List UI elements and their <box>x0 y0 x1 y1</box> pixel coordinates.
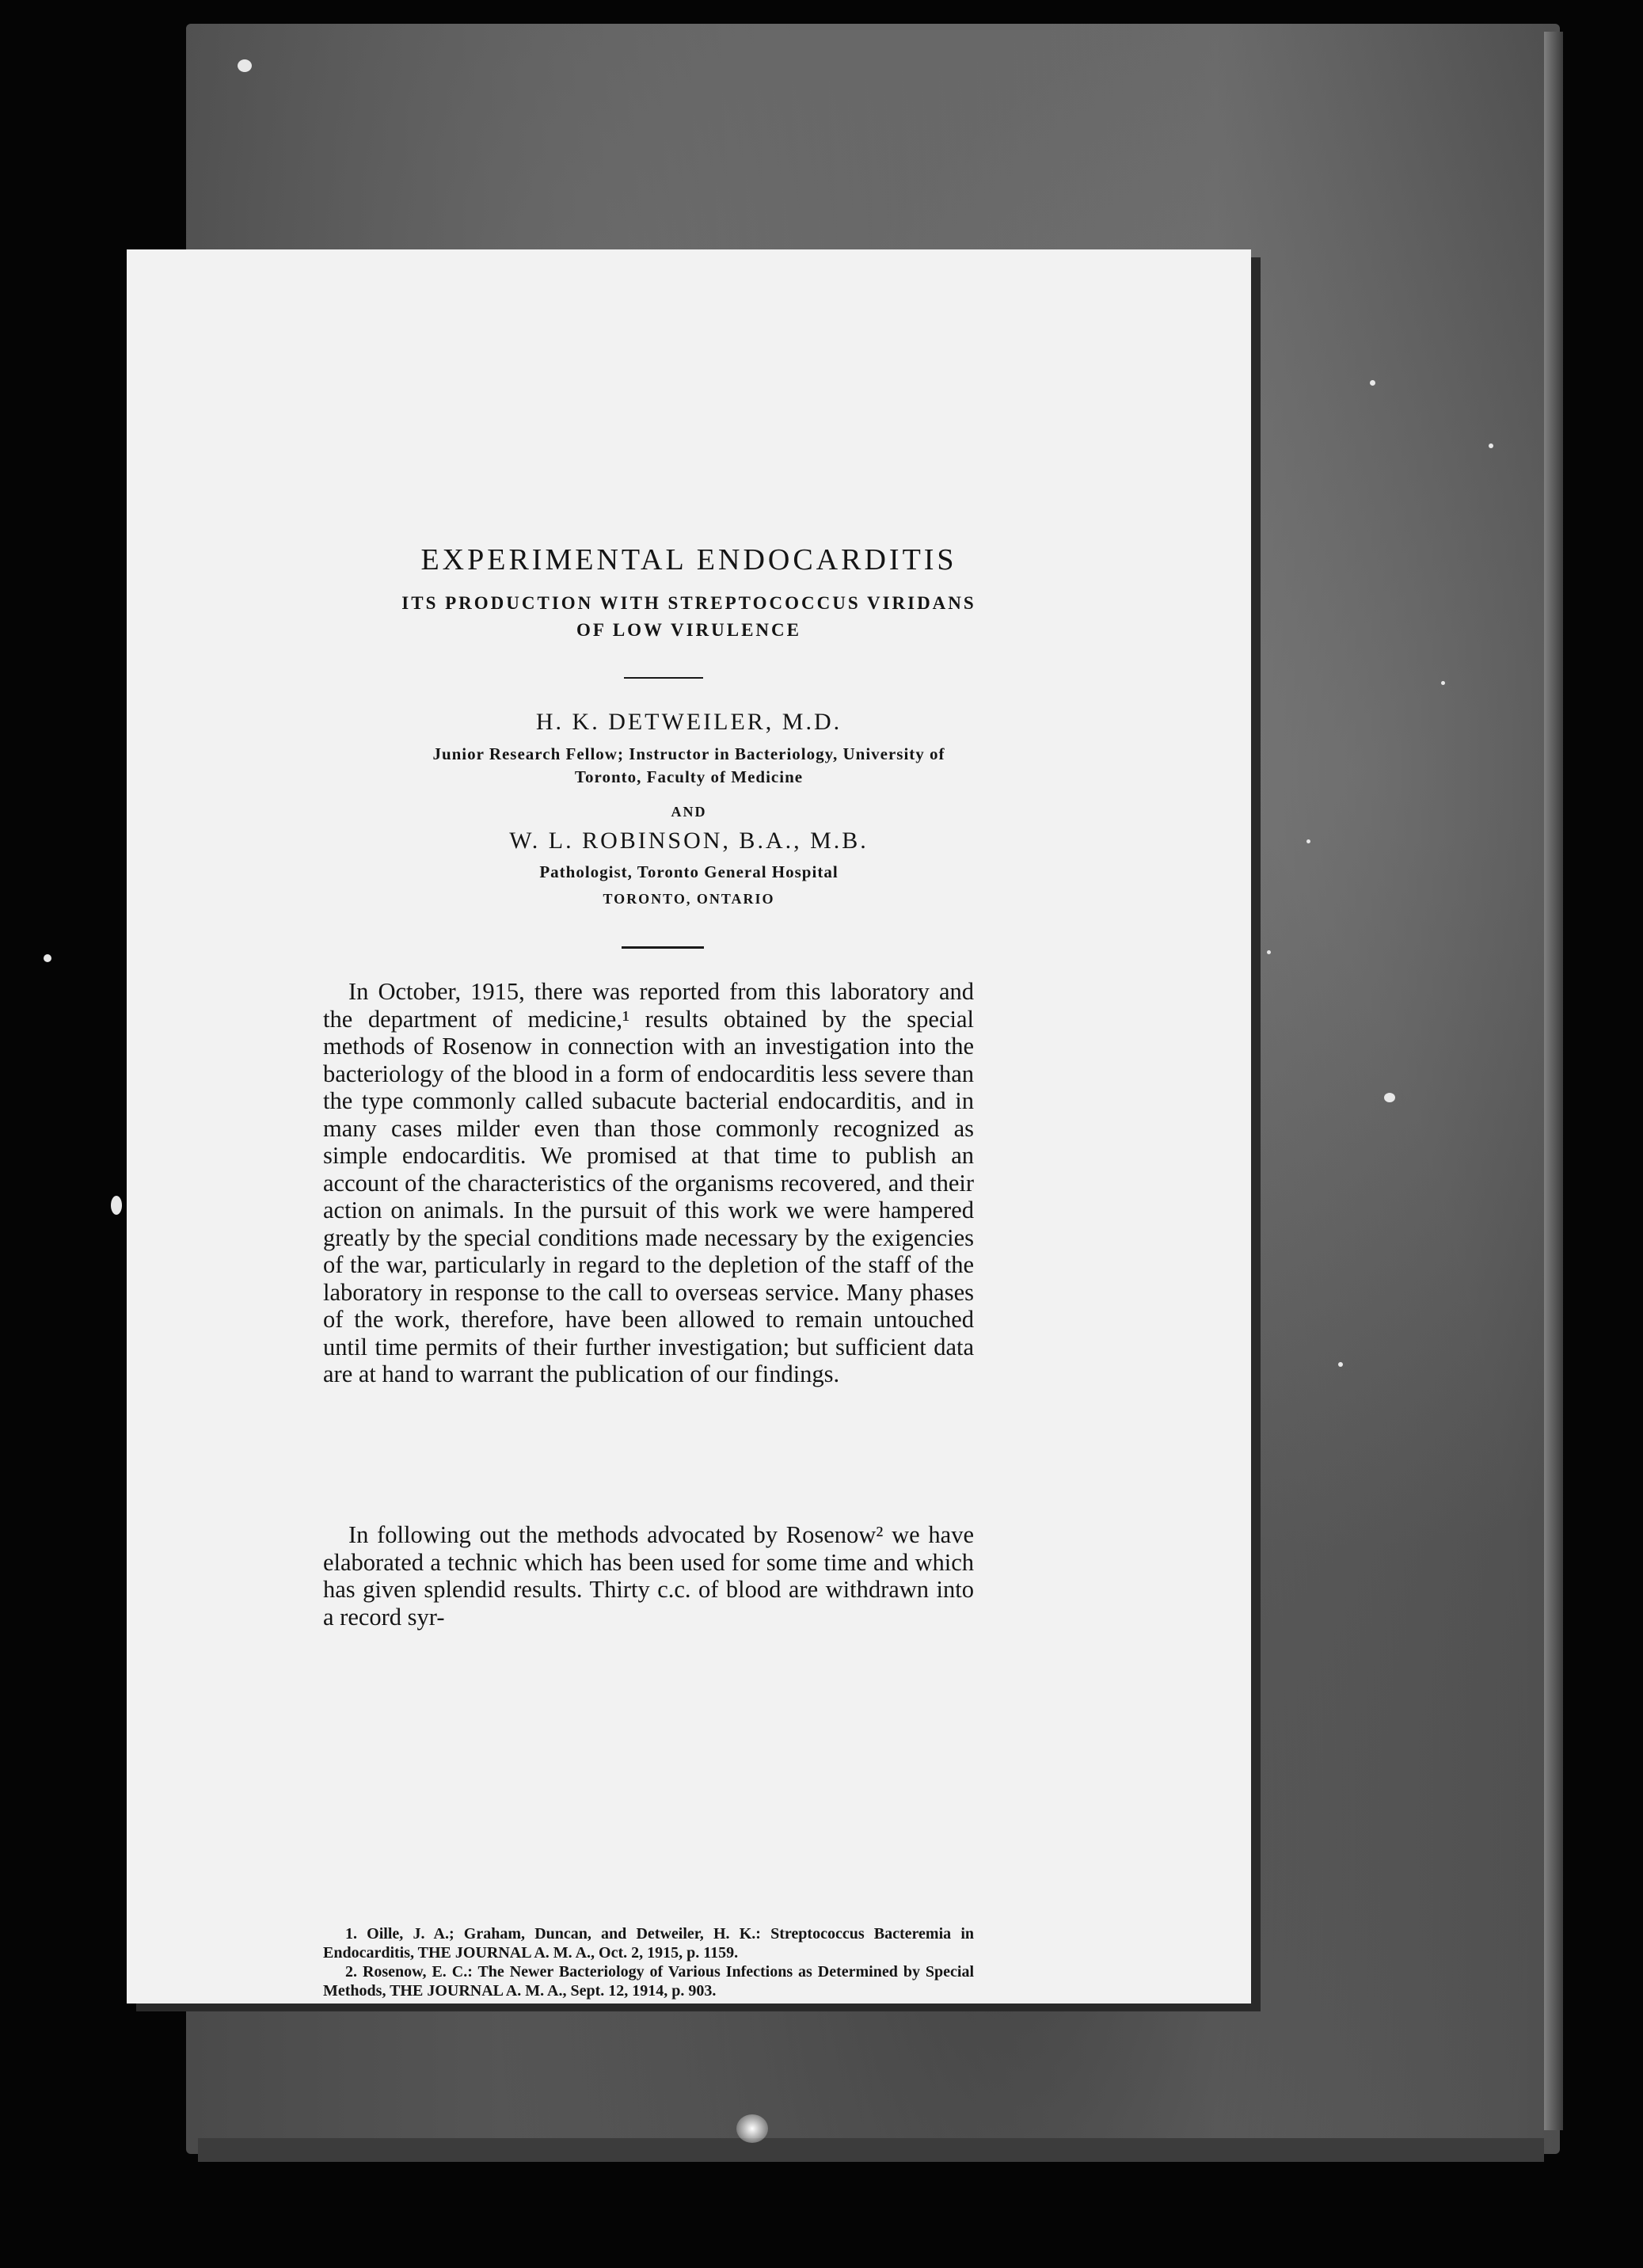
author-location: TORONTO, ONTARIO <box>603 891 775 907</box>
author-name: H. K. DETWEILER, M.D. <box>535 709 842 735</box>
dust-speck <box>1306 839 1310 843</box>
article-subtitle <box>127 590 1251 644</box>
footnote: 1. Oille, J. A.; Graham, Duncan, and Detweiler, H. K.: Streptococcus Bacteremia in Endocarditis, THE JOURNAL A. M. A., Oct. 2, 1915, p. 1159. <box>323 1925 974 1962</box>
author-affiliation <box>127 743 1251 789</box>
divider-rule <box>622 946 704 949</box>
printed-page <box>127 249 1251 2004</box>
dust-speck <box>1338 1362 1343 1367</box>
divider-rule <box>624 677 703 679</box>
affiliation-line: Junior Research Fellow; Instructor in Bacteriology, University of <box>432 744 945 763</box>
mount-bottom-edge <box>198 2138 1544 2162</box>
dust-speck <box>736 2114 768 2143</box>
body-paragraph: In October, 1915, there was reported from this laboratory and the department of medicine,¹ results obtained by the special methods of Rosenow in connection with an investigation into the bacteriology of the blood in a form of endocarditis less severe than the type commonly called subacute bacterial endocarditis, and in many cases milder even than those commonly recognized as simple endocarditis. We promised at that time to publish an account of the characteristics of the organisms recovered, and their action on animals. In the pursuit of this work we were hampered greatly by the special conditions made necessary by the exigencies of the war, particularly in regard to the depletion of the staff of the laboratory in response to the call to overseas service. Many phases of the work, therefore, have been allowed to remain untouched until time permits of their further investigation; but sufficient data are at hand to warrant the publication of our findings. <box>323 978 974 1387</box>
dust-speck <box>1370 380 1375 386</box>
dust-speck <box>1441 681 1445 685</box>
footnotes <box>323 1924 974 2000</box>
subtitle-line: ITS PRODUCTION WITH STREPTOCOCCUS VIRIDANS <box>401 593 976 613</box>
body-paragraph: In following out the methods advocated by Rosenow² we have elaborated a technic which has been used for some time and which has given splendid results. Thirty c.c. of blood are withdrawn into a record syr- <box>323 1521 974 1631</box>
author-affiliation: Pathologist, Toronto General Hospital <box>539 862 839 881</box>
subtitle-line: OF LOW VIRULENCE <box>576 620 801 640</box>
dust-speck <box>1267 950 1271 954</box>
dust-speck <box>111 1196 122 1215</box>
dust-speck <box>1384 1093 1395 1102</box>
dust-speck <box>44 954 51 962</box>
author-name: W. L. ROBINSON, B.A., M.B. <box>509 828 869 854</box>
dust-speck <box>1489 443 1493 448</box>
page-content <box>127 249 1251 2004</box>
affiliation-line: Toronto, Faculty of Medicine <box>574 767 804 786</box>
footnote: 2. Rosenow, E. C.: The Newer Bacteriology of Various Infections as Determined by Special Methods, THE JOURNAL A. M. A., Sept. 12, 1914, p. 903. <box>323 1963 974 2000</box>
mount-edge <box>1544 32 1563 2130</box>
dust-speck <box>238 59 252 72</box>
and-separator: AND <box>671 804 707 820</box>
article-title: EXPERIMENTAL ENDOCARDITIS <box>420 543 957 577</box>
